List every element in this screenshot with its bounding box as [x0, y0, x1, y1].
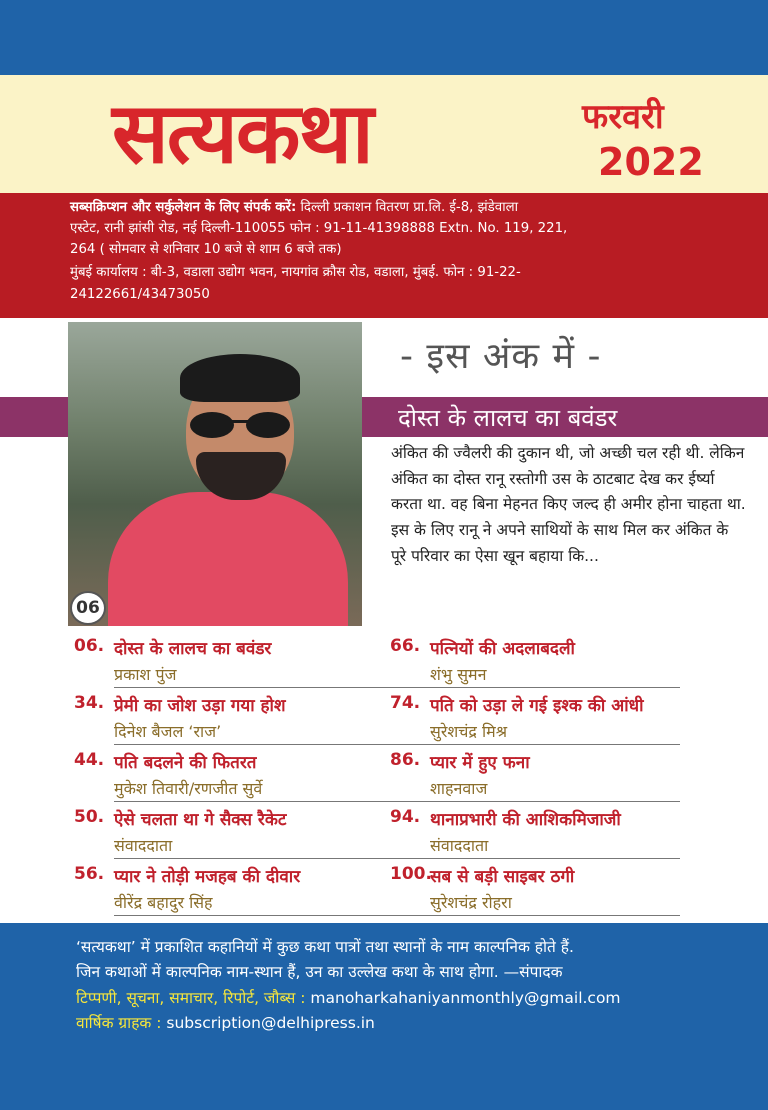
subscriber-email[interactable]: subscription@delhipress.in	[161, 1014, 375, 1032]
toc-page-number: 94.	[390, 807, 421, 827]
toc-title[interactable]: ऐसे चलता था गे सैक्स रैकेट	[114, 810, 287, 830]
toc-divider	[114, 915, 430, 916]
left-accent-band	[0, 397, 68, 437]
contact-email-label: टिप्पणी, सूचना, समाचार, रिपोर्ट, जौब्स :	[76, 989, 306, 1007]
subscriber-label: वार्षिक ग्राहक :	[76, 1014, 162, 1032]
toc-title[interactable]: प्यार ने तोड़ी मजहब की दीवार	[114, 867, 301, 887]
toc-divider	[430, 858, 680, 859]
toc-page-number: 34.	[74, 693, 105, 713]
toc-title[interactable]: प्यार में हुए फना	[430, 753, 530, 773]
toc-page-number: 66.	[390, 636, 421, 656]
disclaimer-line-2: जिन कथाओं में काल्पनिक नाम-स्थान हैं, उन का उल्लेख कथा के साथ होगा. —संपादक	[76, 963, 563, 981]
toc-divider	[114, 687, 430, 688]
toc-divider	[430, 915, 680, 916]
photo-shirt	[108, 492, 348, 626]
toc-author: संवाददाता	[430, 836, 489, 855]
toc-title[interactable]: प्रेमी का जोश उड़ा गया होश	[114, 696, 286, 716]
feature-photo	[68, 322, 362, 626]
toc-page-number: 50.	[74, 807, 105, 827]
contact-line-1	[70, 197, 720, 218]
footer	[0, 923, 768, 1110]
toc-title[interactable]: सब से बड़ी साइबर ठगी	[430, 867, 575, 887]
toc-divider	[430, 744, 680, 745]
featured-story-title: दोस्त के लालच का बवंडर	[398, 404, 618, 432]
contact-email-line	[76, 986, 621, 1008]
toc-page-number: 44.	[74, 750, 105, 770]
toc-page-number: 100.	[390, 864, 432, 884]
disclaimer-line-1: ‘सत्यकथा’ में प्रकाशित कहानियों में कुछ कथा पात्रों तथा स्थानों के नाम काल्पनिक होते हैं.	[76, 938, 574, 956]
toc-author: शाहनवाज	[430, 779, 488, 798]
mumbai-line-2: 24122661/43473050	[70, 287, 210, 302]
toc-page-number: 74.	[390, 693, 421, 713]
toc-author: संवाददाता	[114, 836, 173, 855]
issue-heading: - इस अंक में -	[400, 336, 602, 377]
top-band	[0, 0, 768, 75]
toc-divider	[430, 801, 680, 802]
toc-divider	[430, 687, 680, 688]
contact-label: सब्सक्रिप्शन और सर्कुलेशन के लिए संपर्क करें:	[70, 200, 297, 215]
toc-page-number: 86.	[390, 750, 421, 770]
contact-line-2: एस्टेट, रानी झांसी रोड, नई दिल्ली-110055 फोन : 91-11-41398888 Extn. No. 119, 221,	[70, 221, 568, 236]
toc-title[interactable]: पत्नियों की अदलाबदली	[430, 639, 575, 659]
toc-author: प्रकाश पुंज	[114, 665, 177, 684]
featured-story-band[interactable]	[362, 397, 768, 437]
featured-summary: अंकित की ज्वैलरी की दुकान थी, जो अच्छी चल रही थी. लेकिन अंकित का दोस्त रानू रस्तोगी उस के ठाटबाट देख कर ईर्ष्या करता था. वह बिना मेहनत किए जल्द ही अमीर होना चाहता था. इस के लिए रानू ने अपने साथियों के साथ मिल कर अंकित के पूरे परिवार का ऐसा खून बहाया कि...	[391, 444, 746, 565]
contact-box	[0, 193, 768, 318]
toc-divider	[114, 801, 430, 802]
toc-title[interactable]: पति को उड़ा ले गई इश्क की आंधी	[430, 696, 644, 716]
contact-line-3: 264 ( सोमवार से शनिवार 10 बजे से शाम 6 बजे तक)	[70, 242, 342, 257]
toc-title[interactable]: दोस्त के लालच का बवंडर	[114, 639, 272, 659]
toc-title[interactable]: थानाप्रभारी की आशिकमिजाजी	[430, 810, 621, 830]
subscriber-line	[76, 1011, 375, 1033]
magazine-title: सत्यकथा	[112, 83, 372, 182]
photo-hair	[180, 354, 300, 402]
toc-author: वीरेंद्र बहादुर सिंह	[114, 893, 213, 912]
sunglasses-icon	[188, 410, 292, 440]
page-badge: 06	[70, 591, 106, 625]
toc-page-number: 56.	[74, 864, 105, 884]
issue-month: फरवरी	[582, 97, 664, 137]
issue-year: 2022	[598, 140, 704, 184]
toc-title[interactable]: पति बदलने की फितरत	[114, 753, 257, 773]
toc-page-number: 06.	[74, 636, 105, 656]
toc-divider	[114, 744, 430, 745]
contact-address-1: दिल्ली प्रकाशन वितरण प्रा.लि. ई-8, झंडेवाला	[296, 200, 519, 215]
toc-author: दिनेश बैजल ‘राज’	[114, 722, 222, 741]
toc-author: सुरेशचंद्र रोहरा	[430, 893, 512, 912]
mumbai-line-1: मुंबई कार्यालय : बी-3, वडाला उद्योग भवन, नायगांव क्रौस रोड, वडाला, मुंबई. फोन : 91-22-	[70, 265, 521, 280]
contact-email[interactable]: manoharkahaniyanmonthly@gmail.com	[305, 989, 621, 1007]
toc-author: मुकेश तिवारी/रणजीत सुर्वे	[114, 779, 263, 798]
toc-author: सुरेशचंद्र मिश्र	[430, 722, 508, 741]
toc-author: शंभु सुमन	[430, 665, 487, 684]
toc-divider	[114, 858, 430, 859]
